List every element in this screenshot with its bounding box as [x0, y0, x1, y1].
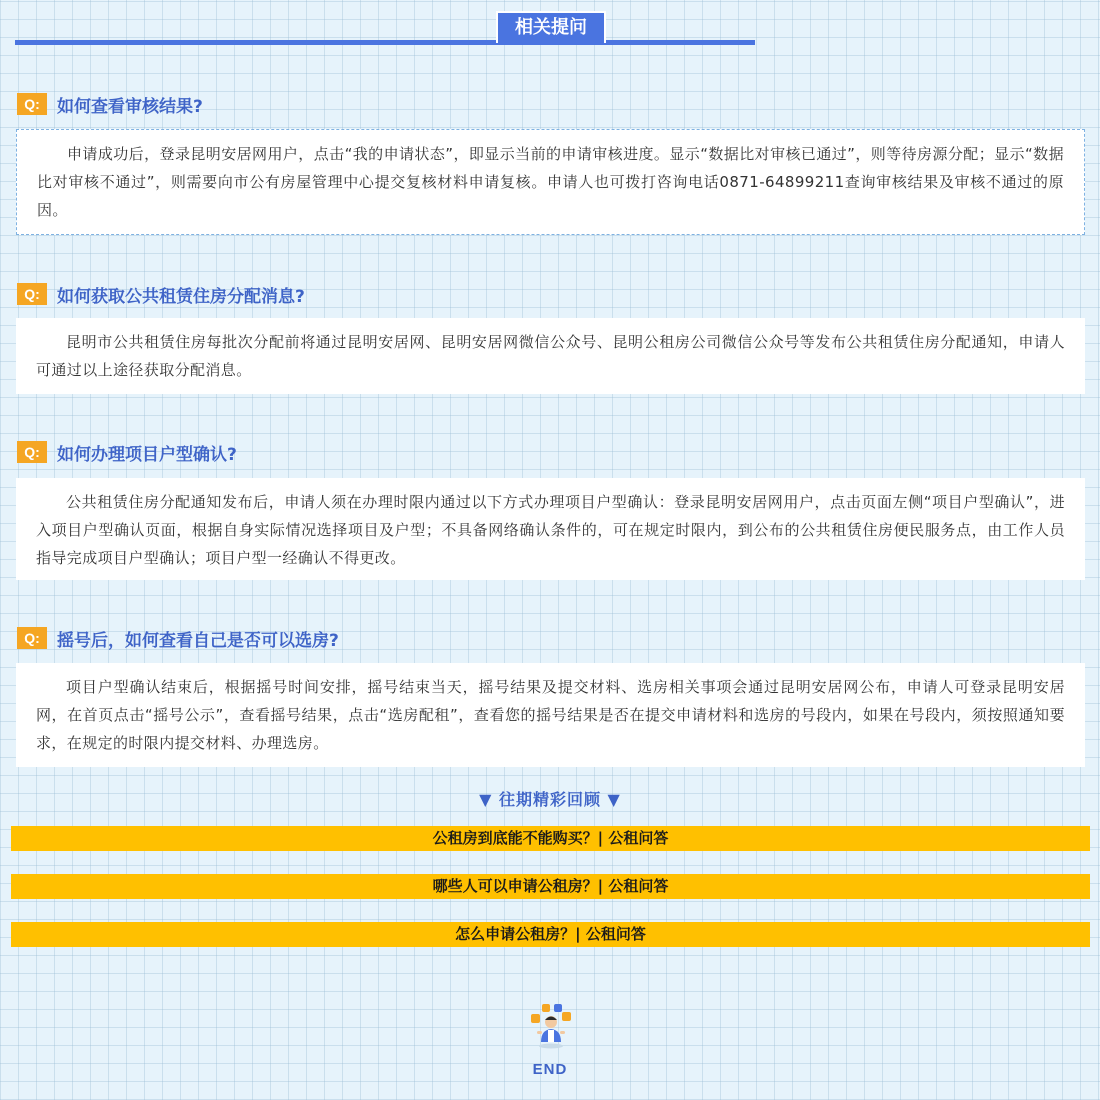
faq-answer-3: 公共租赁住房分配通知发布后，申请人须在办理时限内通过以下方式办理项目户型确认：登录昆明安居网用户，点击页面左侧“项目户型确认”，进入项目户型确认页面，根据自身实际情况选择项目及户型；不具备网络确认条件的，可在规定时限内，到公布的公共租赁住房便民服务点，由工作人员指导完成项目户型确认；项目户型一经确认不得更改。: [16, 478, 1085, 580]
question-text: 如何获取公共租赁住房分配消息?: [57, 286, 305, 307]
faq-answer-2: 昆明市公共租赁住房每批次分配前将通过昆明安居网、昆明安居网微信公众号、昆明公租房公司微信公众号等发布公共租赁住房分配通知，申请人可通过以上途径获取分配消息。: [16, 318, 1085, 394]
faq-question-1: [17, 92, 203, 116]
question-text: 如何办理项目户型确认?: [57, 444, 237, 465]
review-link-3[interactable]: 怎么申请公租房？| 公租问答: [11, 922, 1090, 947]
faq-question-4: [17, 626, 339, 650]
q-badge-icon: Q:: [17, 93, 47, 115]
faq-answer-4: 项目户型确认结束后，根据摇号时间安排，摇号结束当天，摇号结果及提交材料、选房相关事项会通过昆明安居网公布，申请人可登录昆明安居网，在首页点击“摇号公示”，查看摇号结果，点击“选房配租”，查看您的摇号结果是否在提交申请材料和选房的号段内，如果在号段内，须按照通知要求，在规定的时限内提交材料、办理选房。: [16, 663, 1085, 767]
header-divider: [15, 40, 755, 45]
faq-question-3: [17, 440, 237, 464]
question-text: 摇号后，如何查看自己是否可以选房?: [57, 630, 339, 651]
review-link-1[interactable]: 公租房到底能不能购买？| 公租问答: [11, 826, 1090, 851]
q-badge-icon: Q:: [17, 283, 47, 305]
q-badge-icon: Q:: [17, 627, 47, 649]
section-title: 相关提问: [496, 11, 606, 43]
end-label: END: [532, 1061, 568, 1078]
question-text: 如何查看审核结果?: [57, 96, 203, 117]
review-link-2[interactable]: 哪些人可以申请公租房？| 公租问答: [11, 874, 1090, 899]
q-badge-icon: Q:: [17, 441, 47, 463]
end-mascot-icon: [528, 1002, 574, 1050]
faq-question-2: [17, 282, 305, 306]
review-title: ▼ 往期精彩回顾 ▼: [479, 790, 621, 809]
faq-answer-1: 申请成功后，登录昆明安居网用户，点击“我的申请状态”，即显示当前的申请审核进度。显示“数据比对审核已通过”，则等待房源分配；显示“数据比对审核不通过”，则需要向市公有房屋管理中心提交复核材料申请复核。申请人也可拨打咨询电话0871-64899211查询审核结果及审核不通过的原因。: [16, 129, 1085, 235]
